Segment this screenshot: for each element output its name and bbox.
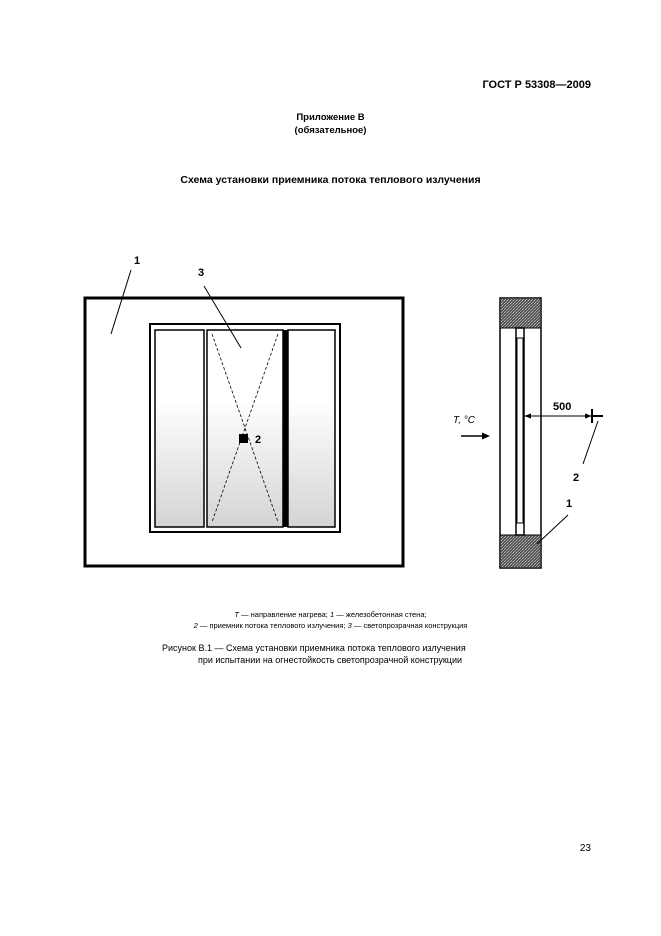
- legend-symbol: 3: [347, 621, 352, 630]
- annex-title: Приложение В: [296, 112, 365, 123]
- leader-line-wall: [111, 270, 131, 334]
- concrete-hatch-bottom: [501, 535, 540, 567]
- front-view: [85, 255, 403, 566]
- figure-caption-line-2: при испытании на огнестойкость светопрозрачной конструкции: [198, 655, 462, 665]
- document-header: ГОСТ Р 53308—2009: [482, 79, 591, 91]
- glass-section: [517, 338, 523, 523]
- legend-line-1: [0, 610, 661, 619]
- figure-caption-line-1: Рисунок В.1 — Схема установки приемника потока теплового излучения: [162, 643, 466, 653]
- heat-arrow-head: [482, 433, 490, 440]
- arrow-head-right: [585, 414, 592, 419]
- section-title: Схема установки приемника потока теплового излучения: [180, 174, 481, 186]
- section-view: [453, 298, 603, 568]
- legend-line-2: [0, 621, 661, 630]
- legend-symbol: T: [234, 610, 239, 619]
- label-heat-direction: T, °C: [453, 415, 475, 426]
- label-receiver-front: 2: [255, 434, 262, 446]
- arrow-head-left: [524, 414, 531, 419]
- legend-symbol: 1: [329, 610, 335, 619]
- glass-pane-left: [155, 330, 204, 527]
- label-distance: 500: [553, 401, 572, 413]
- leader-line-receiver: [583, 421, 598, 464]
- label-glazing: 3: [198, 267, 205, 279]
- legend-text: — светопрозрачная конструкция: [351, 621, 468, 630]
- legend-text: — приемник потока теплового излучения;: [197, 621, 348, 630]
- label-wall-section: 1: [566, 498, 573, 510]
- legend-text: — железобетонная стена;: [334, 610, 427, 619]
- annex-status: (обязательное): [294, 125, 367, 136]
- label-wall-front: 1: [134, 255, 141, 267]
- glass-pane-right: [288, 330, 335, 527]
- page-number: 23: [579, 843, 591, 854]
- legend-symbol: 2: [193, 621, 198, 630]
- legend-text: — направление нагрева;: [239, 610, 330, 619]
- receiver-marker: [239, 434, 248, 443]
- mullion: [283, 330, 288, 527]
- concrete-hatch-top: [501, 299, 540, 328]
- label-receiver-section: 2: [573, 472, 580, 484]
